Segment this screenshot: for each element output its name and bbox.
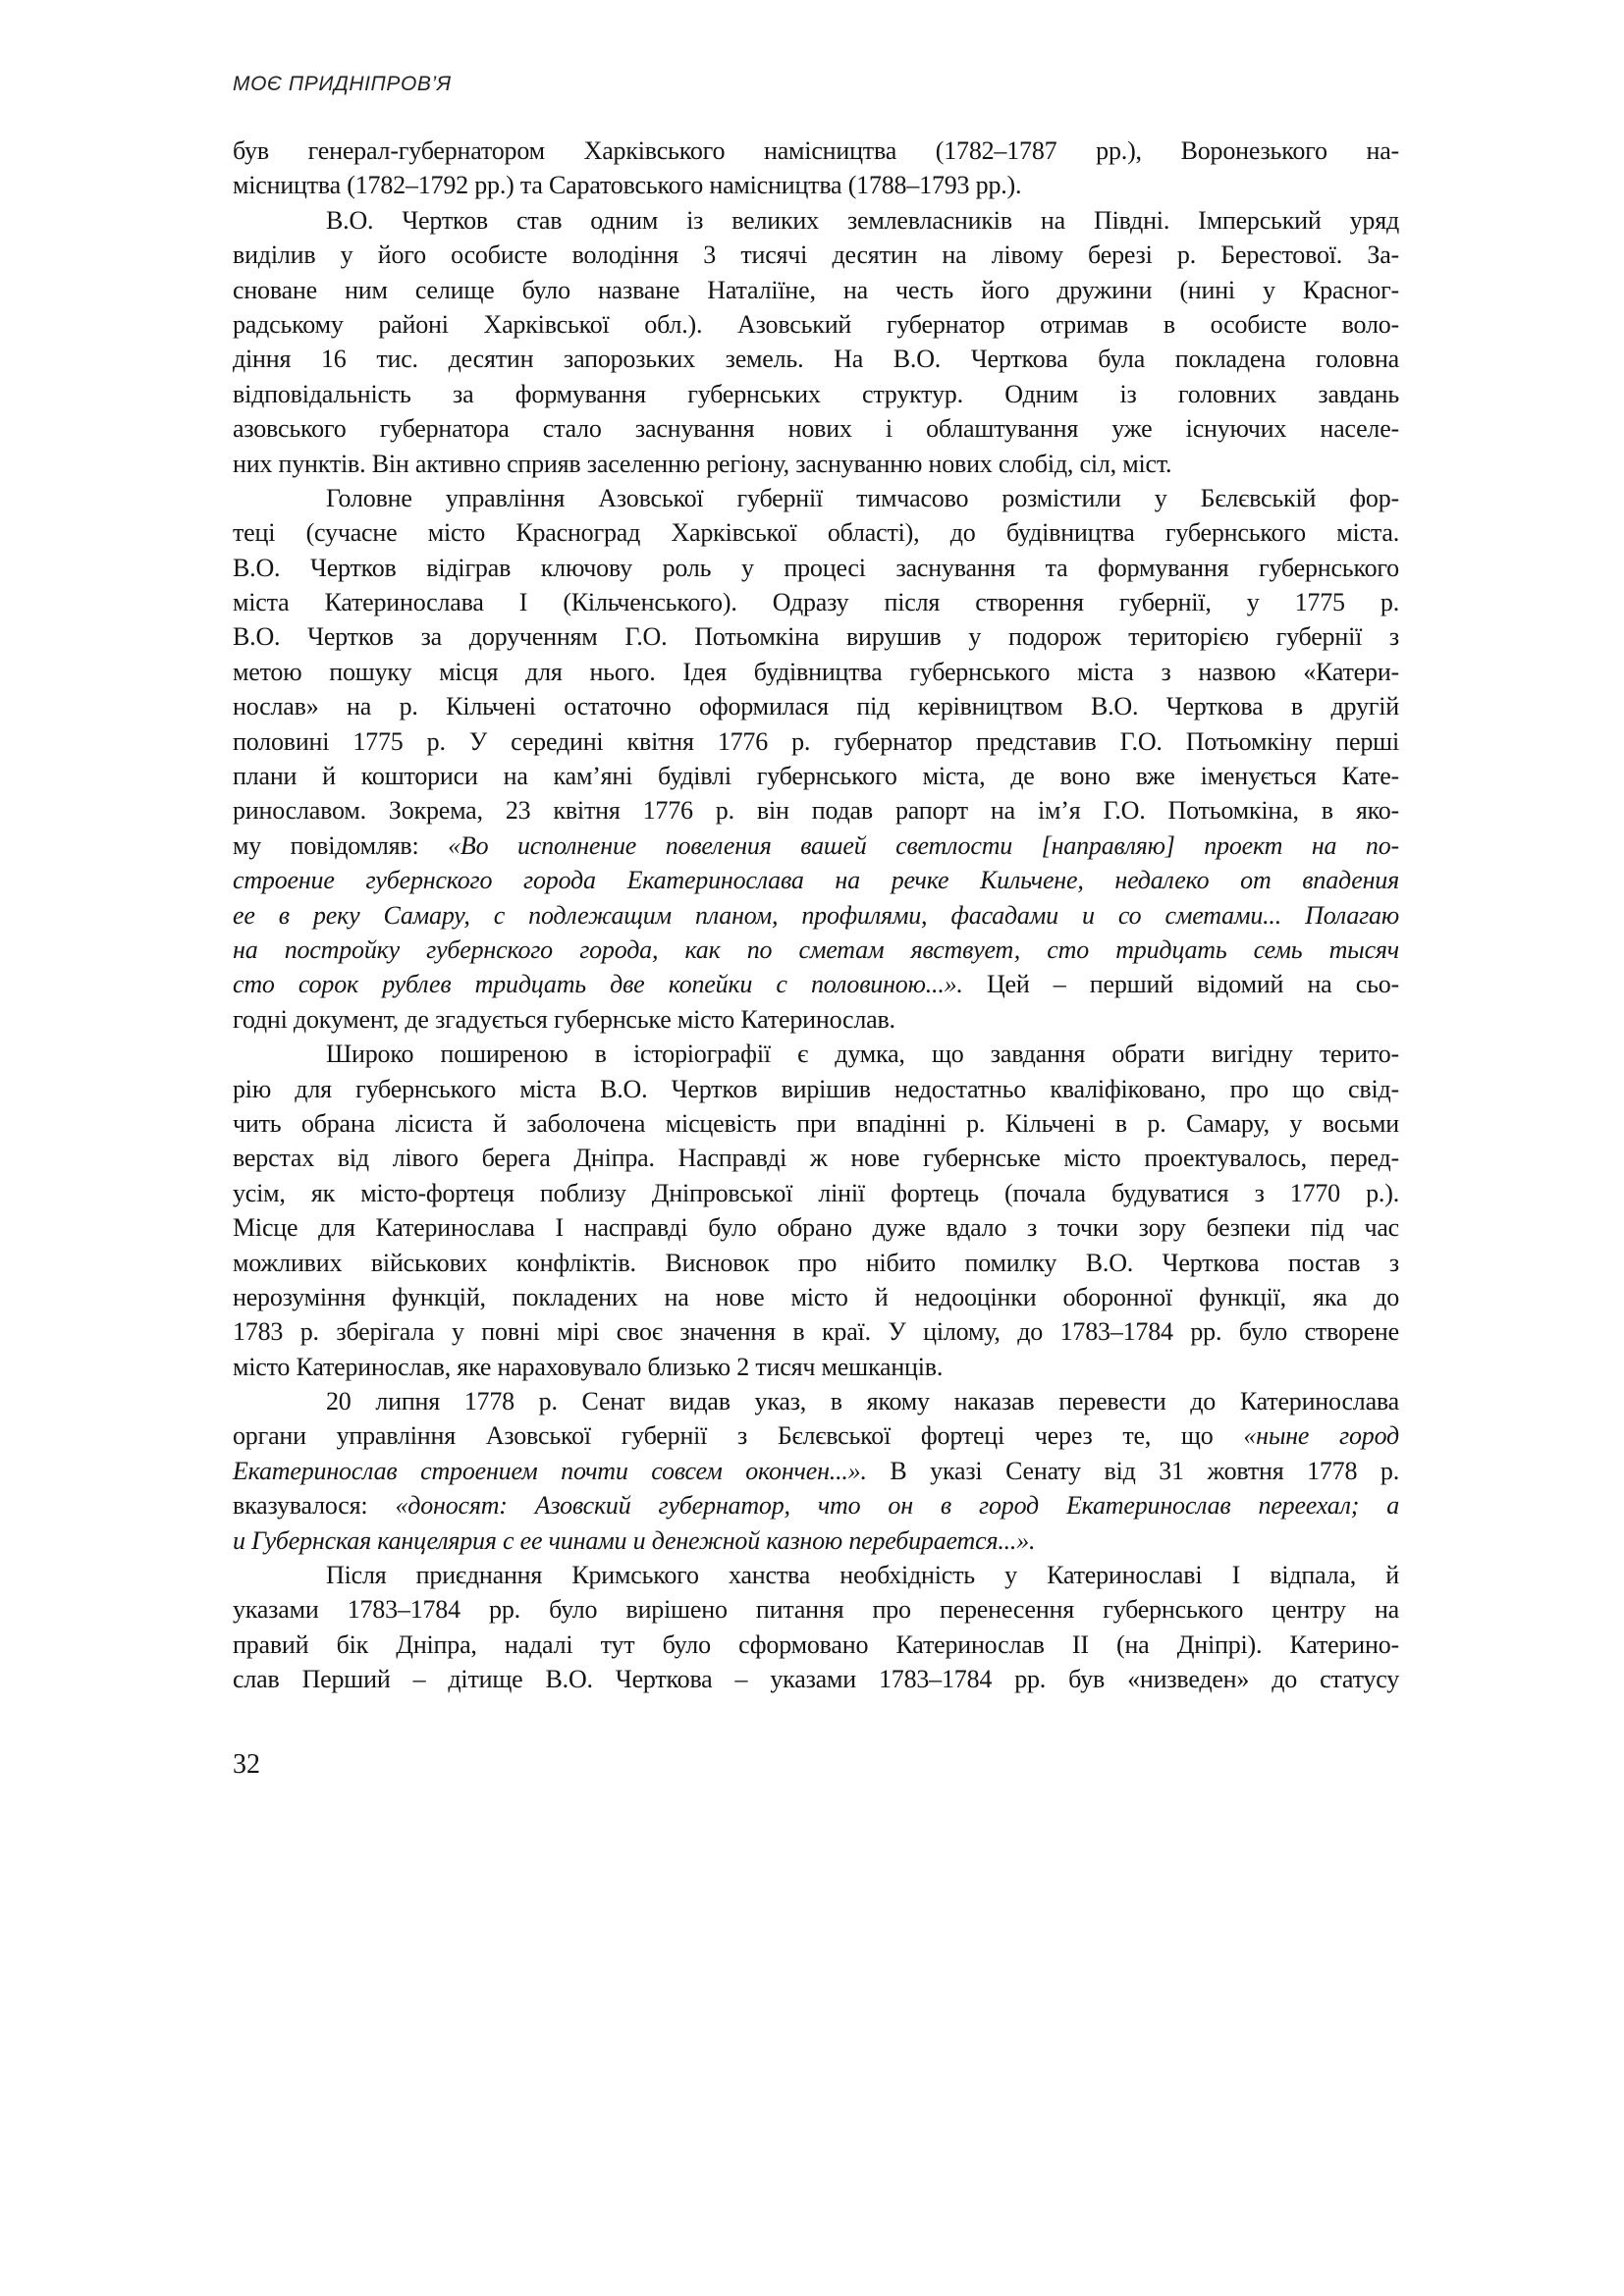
text-line <box>233 863 1399 897</box>
text-line <box>233 1314 1399 1349</box>
text-line <box>233 1488 1399 1522</box>
text-line <box>233 1246 1399 1280</box>
text-segment: Місце для Катеринослава I насправді було обрано дуже вдало з точки зору безпеки під час <box>233 1213 1399 1243</box>
text-segment: рію для губернського міста В.О. Чертков вирішив недостатньо кваліфіковано, про що свід- <box>233 1074 1399 1103</box>
text-segment: радському районі Харківської обл.). Азовський губернатор отримав в особисте воло- <box>233 309 1399 339</box>
text-line <box>233 411 1399 446</box>
text-segment: місто Катеринослав, яке нараховувало близько 2 тисяч мешканців. <box>233 1352 944 1381</box>
text-line <box>233 342 1399 376</box>
text-segment: Після приєднання Кримського ханства необхідність у Катеринославі I відпала, й <box>326 1561 1399 1590</box>
text-line <box>233 307 1399 342</box>
text-line <box>233 1072 1399 1106</box>
text-segment: нерозуміння функцій, покладених на нове місто й недооцінки оборонної функції, яка до <box>233 1282 1399 1311</box>
text-segment: В.О. Чертков став одним із великих землевласників на Півдні. Імперський уряд <box>326 205 1399 235</box>
text-line <box>233 1558 1399 1592</box>
text-line <box>233 1350 1399 1384</box>
text-line <box>233 759 1399 793</box>
text-line <box>233 273 1399 307</box>
text-line <box>233 724 1399 759</box>
text-segment: місництва (1782–1792 рр.) та Саратовського намісництва (1788–1793 рр.). <box>233 171 1022 200</box>
text-line <box>233 828 1399 863</box>
text-segment: Цей – перший відомий на сьо- <box>962 970 1399 999</box>
text-segment: указами 1783–1784 рр. було вирішено питання про перенесення губернського центру на <box>233 1595 1399 1625</box>
text-line <box>233 551 1399 585</box>
text-segment: ее в реку Самару, с подлежащим планом, профилями, фасадами и со сметами... Полагаю <box>233 900 1399 930</box>
text-segment: теці (сучасне місто Красноград Харківської області), до будівництва губернського міста. <box>233 518 1399 548</box>
text-line <box>233 133 1399 168</box>
text-line <box>233 585 1399 619</box>
text-segment: слав Перший – дітище В.О. Черткова – указами 1783–1784 рр. був «низведен» до статусу <box>233 1665 1399 1694</box>
paragraph <box>233 1384 1399 1558</box>
text-segment: усім, як місто-фортеця поблизу Дніпровської лінії фортець (почала будуватися з 1770 р.). <box>233 1178 1399 1207</box>
text-segment: міста Катеринослава I (Кільченського). Одразу після створення губернії, у 1775 р. <box>233 588 1399 617</box>
text-line <box>233 898 1399 933</box>
text-segment: строение губернского города Екатеринослава на речке Кильчене, недалеко от впадения <box>233 866 1399 895</box>
text-line <box>233 1418 1399 1453</box>
text-line <box>233 1523 1399 1558</box>
text-segment: азовського губернатора стало заснування нових і облаштування уже існуючих населе- <box>233 414 1399 444</box>
text-segment: правий бік Дніпра, надалі тут було сформовано Катеринослав II (на Дніпрі). Катерино- <box>233 1629 1399 1659</box>
text-segment: вказувалося: <box>233 1491 396 1521</box>
text-line <box>233 1002 1399 1037</box>
paragraph <box>233 203 1399 481</box>
text-line <box>233 1662 1399 1696</box>
text-segment: верстах від лівого берега Дніпра. Насправді ж нове губернське місто проектувалось, перед- <box>233 1144 1399 1173</box>
text-segment: нослав» на р. Кільчені остаточно оформилася під керівництвом В.О. Черткова в другій <box>233 692 1399 721</box>
text-segment: них пунктів. Він активно сприяв заселенню регіону, заснуванню нових слобід, сіл, міст. <box>233 449 1172 478</box>
text-segment: В.О. Чертков відіграв ключову роль у процесі заснування та формування губернського <box>233 553 1399 582</box>
text-segment: годні документ, де згадується губернське місто Катеринослав. <box>233 1004 895 1034</box>
body-text <box>233 133 1399 1697</box>
text-segment: ринославом. Зокрема, 23 квітня 1776 р. він подав рапорт на ім’я Г.О. Потьомкіна, в яко- <box>233 796 1399 826</box>
text-line <box>233 1592 1399 1627</box>
text-line <box>233 967 1399 1001</box>
text-segment: В указі Сенату від 31 жовтня 1778 р. <box>866 1456 1399 1485</box>
text-segment: виділив у його особисте володіння 3 тисячі десятин на лівому березі р. Берестової. За- <box>233 240 1399 270</box>
text-segment: Головне управління Азовської губернії тимчасово розмістили у Бєлєвській фор- <box>326 483 1399 512</box>
text-line <box>233 933 1399 967</box>
text-segment: и Губернская канцелярия с ее чинами и денежной казною перебирается...». <box>233 1525 1036 1555</box>
text-line <box>233 515 1399 550</box>
page-number: 32 <box>233 1749 260 1780</box>
text-line <box>233 168 1399 202</box>
text-line <box>233 1384 1399 1418</box>
text-segment: «ныне город <box>1243 1421 1400 1451</box>
text-segment: 1783 р. зберігала у повні мірі своє значення в краї. У цілому, до 1783–1784 рр. було створене <box>233 1317 1399 1347</box>
text-segment: на постройку губернского города, как по сметам явствует, сто тридцать семь тысяч <box>233 934 1399 964</box>
paragraph <box>233 1037 1399 1384</box>
text-line <box>233 1210 1399 1245</box>
text-line <box>233 655 1399 689</box>
text-line <box>233 793 1399 828</box>
text-segment: Екатеринослав строением почти совсем окончен...». <box>233 1456 867 1485</box>
text-line <box>233 203 1399 238</box>
text-segment: половині 1775 р. У середині квітня 1776 р. губернатор представив Г.О. Потьомкіну перші <box>233 726 1399 756</box>
text-segment: 20 липня 1778 р. Сенат видав указ, в якому наказав перевести до Катеринослава <box>326 1387 1399 1416</box>
text-line <box>233 238 1399 272</box>
text-segment: метою пошуку місця для нього. Ідея будівництва губернського міста з назвою «Катери- <box>233 657 1399 686</box>
text-segment: «Во исполнение повеления вашей светлости [направляю] проект на по- <box>448 830 1399 860</box>
text-segment: можливих військових конфліктів. Висновок про нібито помилку В.О. Черткова постав з <box>233 1248 1399 1277</box>
text-segment: був генерал-губернатором Харківського намісництва (1782–1787 рр.), Воронезького на- <box>233 136 1399 165</box>
text-segment: му повідомляв: <box>233 830 449 860</box>
text-line <box>233 1176 1399 1210</box>
text-segment: Широко поширеною в історіографії є думка, що завдання обрати вигідну терито- <box>326 1040 1399 1069</box>
text-segment: сто сорок рублев тридцать две копейки с половиною...». <box>233 970 963 999</box>
text-segment: В.О. Чертков за дорученням Г.О. Потьомкіна вирушив у подорож територією губернії з <box>233 622 1399 652</box>
text-line <box>233 689 1399 723</box>
text-segment: «доносят: Азовский губернатор, что он в город Екатеринослав переехал; а <box>395 1491 1400 1521</box>
text-segment: органи управління Азовської губернії з Бєлєвської фортеці через те, що <box>233 1421 1244 1451</box>
text-line <box>233 1106 1399 1141</box>
text-line <box>233 447 1399 481</box>
paragraph <box>233 481 1399 1037</box>
running-header: МОЄ ПРИДНІПРОВ’Я <box>233 73 452 95</box>
text-segment: сноване ним селище було назване Наталіїне, на честь його дружини (нині у Красног- <box>233 275 1399 304</box>
text-line <box>233 619 1399 654</box>
text-line <box>233 1628 1399 1662</box>
text-segment: плани й кошториси на кам’яні будівлі губернського міста, де воно вже іменується Кате- <box>233 762 1399 791</box>
text-segment: чить обрана лісиста й заболочена місцевість при впадінні р. Кільчені в р. Самару, у восьми <box>233 1108 1399 1138</box>
text-line <box>233 481 1399 515</box>
paragraph <box>233 133 1399 203</box>
text-line <box>233 1454 1399 1488</box>
text-line <box>233 1037 1399 1071</box>
text-segment: відповідальність за формування губернських структур. Одним із головних завдань <box>233 379 1399 408</box>
text-line <box>233 377 1399 411</box>
paragraph <box>233 1558 1399 1697</box>
text-segment: діння 16 тис. десятин запорозьких земель. На В.О. Черткова була покладена головна <box>233 345 1399 374</box>
text-line <box>233 1280 1399 1314</box>
text-line <box>233 1141 1399 1175</box>
